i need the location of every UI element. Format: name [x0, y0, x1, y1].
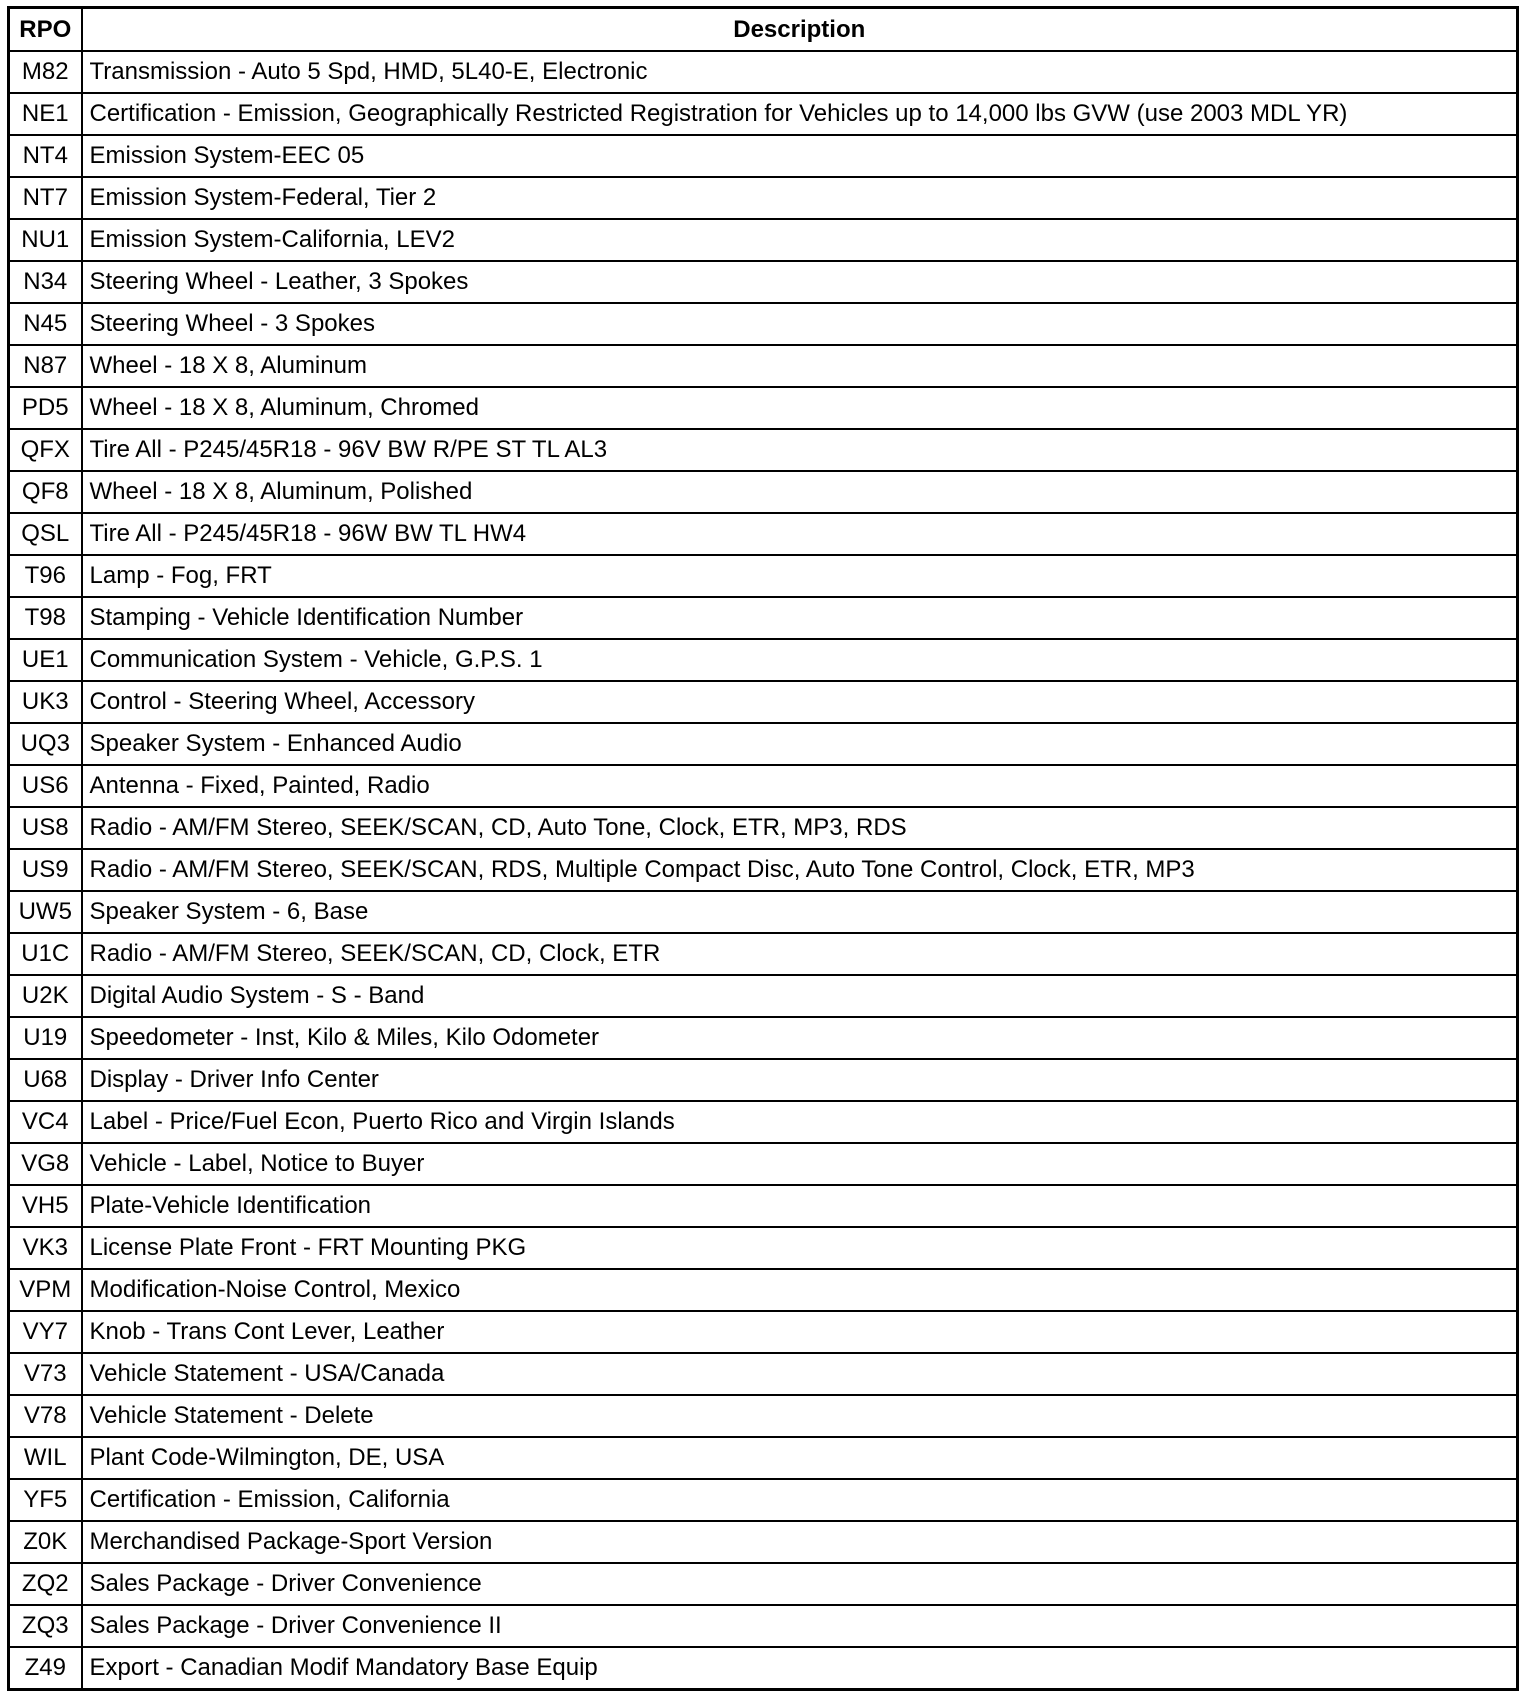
- description-cell: Certification - Emission, California: [82, 1479, 1518, 1521]
- table-row: [9, 1059, 1518, 1101]
- description-cell: Speaker System - 6, Base: [82, 891, 1518, 933]
- description-cell: License Plate Front - FRT Mounting PKG: [82, 1227, 1518, 1269]
- rpo-code-cell: U2K: [9, 975, 82, 1017]
- rpo-code-cell: US8: [9, 807, 82, 849]
- description-cell: Communication System - Vehicle, G.P.S. 1: [82, 639, 1518, 681]
- rpo-code-cell: N87: [9, 345, 82, 387]
- rpo-code-cell: UW5: [9, 891, 82, 933]
- rpo-code-cell: WIL: [9, 1437, 82, 1479]
- description-cell: Sales Package - Driver Convenience II: [82, 1605, 1518, 1647]
- rpo-code-cell: N34: [9, 261, 82, 303]
- table-body: [9, 51, 1518, 1690]
- header-row: [9, 8, 1518, 52]
- rpo-code-cell: NT7: [9, 177, 82, 219]
- description-cell: Radio - AM/FM Stereo, SEEK/SCAN, RDS, Multiple Compact Disc, Auto Tone Control, Clock, ETR, MP3: [82, 849, 1518, 891]
- table-row: [9, 51, 1518, 93]
- table-row: [9, 681, 1518, 723]
- table-row: [9, 1521, 1518, 1563]
- description-cell: Steering Wheel - Leather, 3 Spokes: [82, 261, 1518, 303]
- table-row: [9, 765, 1518, 807]
- description-cell: Export - Canadian Modif Mandatory Base Equip: [82, 1647, 1518, 1690]
- rpo-code-cell: Z0K: [9, 1521, 82, 1563]
- table-row: [9, 891, 1518, 933]
- table-row: [9, 1017, 1518, 1059]
- description-cell: Tire All - P245/45R18 - 96W BW TL HW4: [82, 513, 1518, 555]
- rpo-code-cell: M82: [9, 51, 82, 93]
- table-row: [9, 1311, 1518, 1353]
- description-cell: Wheel - 18 X 8, Aluminum, Chromed: [82, 387, 1518, 429]
- rpo-code-cell: US6: [9, 765, 82, 807]
- description-cell: Digital Audio System - S - Band: [82, 975, 1518, 1017]
- rpo-code-cell: QFX: [9, 429, 82, 471]
- description-cell: Speaker System - Enhanced Audio: [82, 723, 1518, 765]
- header-description: Description: [82, 8, 1518, 52]
- table-row: [9, 849, 1518, 891]
- table-row: [9, 135, 1518, 177]
- table-row: [9, 1227, 1518, 1269]
- table-row: [9, 807, 1518, 849]
- table-row: [9, 261, 1518, 303]
- table-header: [9, 8, 1518, 52]
- rpo-code-cell: ZQ3: [9, 1605, 82, 1647]
- description-cell: Steering Wheel - 3 Spokes: [82, 303, 1518, 345]
- description-cell: Certification - Emission, Geographically Restricted Registration for Vehicles up to 14,000 lbs GVW (use 2003 MDL YR): [82, 93, 1518, 135]
- description-cell: Speedometer - Inst, Kilo & Miles, Kilo Odometer: [82, 1017, 1518, 1059]
- rpo-table: [7, 6, 1519, 1691]
- table-row: [9, 345, 1518, 387]
- description-cell: Merchandised Package-Sport Version: [82, 1521, 1518, 1563]
- description-cell: Modification-Noise Control, Mexico: [82, 1269, 1518, 1311]
- description-cell: Emission System-California, LEV2: [82, 219, 1518, 261]
- rpo-code-cell: VG8: [9, 1143, 82, 1185]
- table-row: [9, 387, 1518, 429]
- table-row: [9, 1437, 1518, 1479]
- rpo-code-cell: UQ3: [9, 723, 82, 765]
- table-row: [9, 513, 1518, 555]
- description-cell: Lamp - Fog, FRT: [82, 555, 1518, 597]
- rpo-code-cell: PD5: [9, 387, 82, 429]
- rpo-code-cell: U19: [9, 1017, 82, 1059]
- table-row: [9, 1605, 1518, 1647]
- description-cell: Tire All - P245/45R18 - 96V BW R/PE ST TL AL3: [82, 429, 1518, 471]
- header-rpo: RPO: [9, 8, 82, 52]
- table-row: [9, 555, 1518, 597]
- description-cell: Plant Code-Wilmington, DE, USA: [82, 1437, 1518, 1479]
- rpo-code-cell: VK3: [9, 1227, 82, 1269]
- description-cell: Vehicle Statement - USA/Canada: [82, 1353, 1518, 1395]
- rpo-code-cell: YF5: [9, 1479, 82, 1521]
- table-row: [9, 1647, 1518, 1690]
- table-row: [9, 639, 1518, 681]
- table-row: [9, 177, 1518, 219]
- rpo-code-cell: ZQ2: [9, 1563, 82, 1605]
- description-cell: Sales Package - Driver Convenience: [82, 1563, 1518, 1605]
- rpo-code-cell: NT4: [9, 135, 82, 177]
- table-row: [9, 471, 1518, 513]
- description-cell: Display - Driver Info Center: [82, 1059, 1518, 1101]
- rpo-code-cell: V78: [9, 1395, 82, 1437]
- description-cell: Wheel - 18 X 8, Aluminum: [82, 345, 1518, 387]
- table-row: [9, 1101, 1518, 1143]
- table-row: [9, 933, 1518, 975]
- rpo-code-cell: UE1: [9, 639, 82, 681]
- rpo-code-cell: QSL: [9, 513, 82, 555]
- table-row: [9, 597, 1518, 639]
- table-row: [9, 1395, 1518, 1437]
- rpo-code-cell: VC4: [9, 1101, 82, 1143]
- table-row: [9, 93, 1518, 135]
- description-cell: Stamping - Vehicle Identification Number: [82, 597, 1518, 639]
- table-row: [9, 219, 1518, 261]
- table-row: [9, 723, 1518, 765]
- table-row: [9, 1353, 1518, 1395]
- table-row: [9, 1563, 1518, 1605]
- rpo-code-cell: NU1: [9, 219, 82, 261]
- description-cell: Radio - AM/FM Stereo, SEEK/SCAN, CD, Clock, ETR: [82, 933, 1518, 975]
- rpo-code-cell: Z49: [9, 1647, 82, 1690]
- description-cell: Emission System-EEC 05: [82, 135, 1518, 177]
- description-cell: Antenna - Fixed, Painted, Radio: [82, 765, 1518, 807]
- table-row: [9, 1143, 1518, 1185]
- description-cell: Plate-Vehicle Identification: [82, 1185, 1518, 1227]
- rpo-code-cell: T98: [9, 597, 82, 639]
- rpo-table-container: [7, 6, 1519, 1691]
- rpo-code-cell: NE1: [9, 93, 82, 135]
- rpo-code-cell: T96: [9, 555, 82, 597]
- rpo-code-cell: N45: [9, 303, 82, 345]
- rpo-code-cell: V73: [9, 1353, 82, 1395]
- description-cell: Wheel - 18 X 8, Aluminum, Polished: [82, 471, 1518, 513]
- table-row: [9, 1479, 1518, 1521]
- rpo-code-cell: US9: [9, 849, 82, 891]
- rpo-code-cell: U1C: [9, 933, 82, 975]
- table-row: [9, 1185, 1518, 1227]
- description-cell: Label - Price/Fuel Econ, Puerto Rico and Virgin Islands: [82, 1101, 1518, 1143]
- rpo-code-cell: QF8: [9, 471, 82, 513]
- description-cell: Control - Steering Wheel, Accessory: [82, 681, 1518, 723]
- table-row: [9, 975, 1518, 1017]
- table-row: [9, 1269, 1518, 1311]
- description-cell: Transmission - Auto 5 Spd, HMD, 5L40-E, Electronic: [82, 51, 1518, 93]
- rpo-code-cell: U68: [9, 1059, 82, 1101]
- rpo-code-cell: VPM: [9, 1269, 82, 1311]
- description-cell: Knob - Trans Cont Lever, Leather: [82, 1311, 1518, 1353]
- description-cell: Vehicle - Label, Notice to Buyer: [82, 1143, 1518, 1185]
- description-cell: Emission System-Federal, Tier 2: [82, 177, 1518, 219]
- table-row: [9, 303, 1518, 345]
- table-row: [9, 429, 1518, 471]
- rpo-code-cell: VH5: [9, 1185, 82, 1227]
- description-cell: Vehicle Statement - Delete: [82, 1395, 1518, 1437]
- rpo-code-cell: VY7: [9, 1311, 82, 1353]
- description-cell: Radio - AM/FM Stereo, SEEK/SCAN, CD, Auto Tone, Clock, ETR, MP3, RDS: [82, 807, 1518, 849]
- rpo-code-cell: UK3: [9, 681, 82, 723]
